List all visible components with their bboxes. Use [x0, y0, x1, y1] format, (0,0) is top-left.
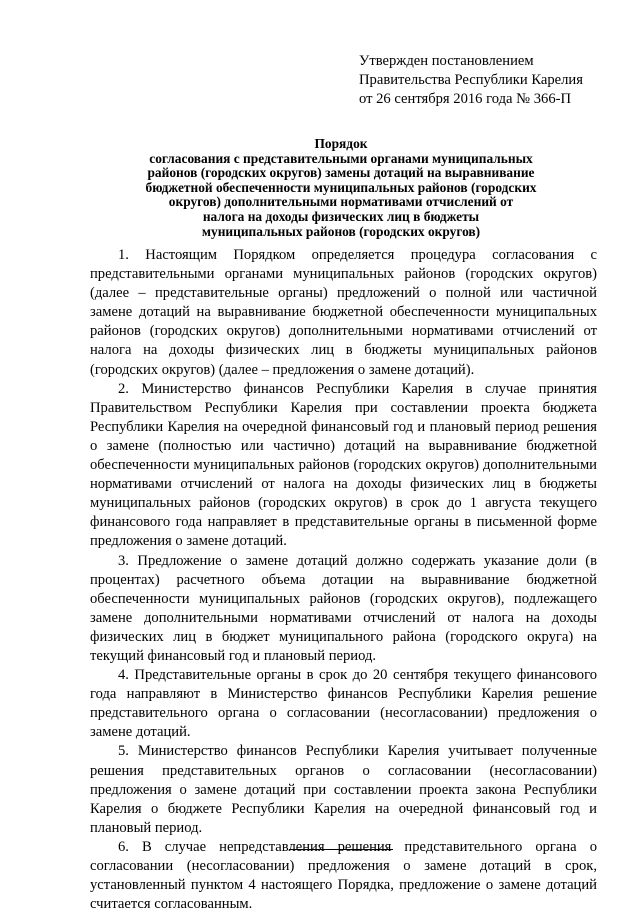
approval-line-3: от 26 сентября 2016 года № 366-П	[359, 91, 572, 107]
document-body	[90, 246, 597, 914]
document-title	[90, 137, 592, 239]
paragraph-1: 1. Настоящим Порядком определяется процедура согласования с представительными органами муниципальных районов (городских округов) (далее – представительные органы) предложений о полной или частичной замене дотаций на выравнивание бюджетной обеспеченности муниципальных районов (городских округов) дополнительными нормативами отчислений от налога на доходы физических лиц в бюджеты муниципальных районов (городских округов) (далее – предложения о замене дотаций).	[90, 247, 597, 378]
title-line: бюджетной обеспеченности муниципальных районов (городских	[145, 179, 537, 195]
title-line: муниципальных районов (городских округов)	[201, 223, 481, 239]
title-line: согласования с представительными органами муниципальных	[149, 150, 533, 166]
approval-line-2: Правительства Республики Карелия	[359, 72, 583, 88]
paragraph-2: 2. Министерство финансов Республики Карелия в случае принятия Правительством Республики Карелия при составлении проекта бюджета Республики Карелия на очередной финансовый год и плановый период решения о замене (полностью или частично) дотаций на выравнивание бюджетной обеспеченности муниципальных районов (городских округов) дополнительными нормативами отчислений от налога на доходы физических лиц в бюджеты муниципальных районов (городских округов) в срок до 1 августа текущего финансового года направляет в представительные органы в письменной форме предложения о замене дотаций.	[90, 380, 597, 550]
title-heading: Порядок	[314, 136, 368, 151]
paragraph-6: 6. В случае непредставления решения представительного органа о согласовании (несогласовании) предложения о замене дотаций в срок, установленный пунктом 4 настоящего Порядка, предложение о замене дотаций считается согласованным.	[90, 838, 597, 913]
title-line: налога на доходы физических лиц в бюджеты	[202, 208, 480, 224]
end-rule	[289, 849, 393, 850]
title-line: округов) дополнительными нормативами отчислений от	[168, 194, 514, 210]
paragraph-5: 5. Министерство финансов Республики Карелия учитывает полученные решения представительных органов о согласовании (несогласовании) предложения о замене дотаций при составлении проекта закона Республики Карелия о бюджете Республики Карелия на очередной финансовый год и плановый период.	[90, 743, 597, 836]
approval-line-1: Утвержден постановлением	[359, 53, 534, 69]
paragraph-4: 4. Представительные органы в срок до 20 сентября текущего финансового года направляют в Министерство финансов Республики Карелия решение представительного органа о согласовании (несогласовании) предложения о замене дотаций.	[90, 667, 597, 741]
title-line: районов (городских округов) замены дотаций на выравнивание	[147, 165, 535, 181]
approval-stamp	[359, 52, 619, 109]
paragraph-3: 3. Предложение о замене дотаций должно содержать указание доли (в процентах) расчетного объема дотации на выравнивание бюджетной обеспеченности муниципальных районов (городских округов), подлежащего замене дополнительными нормативами отчислений от налога на доходы физических лиц в бюджет муниципального района (городского округа) на текущий финансовый год и плановый период.	[90, 552, 597, 664]
